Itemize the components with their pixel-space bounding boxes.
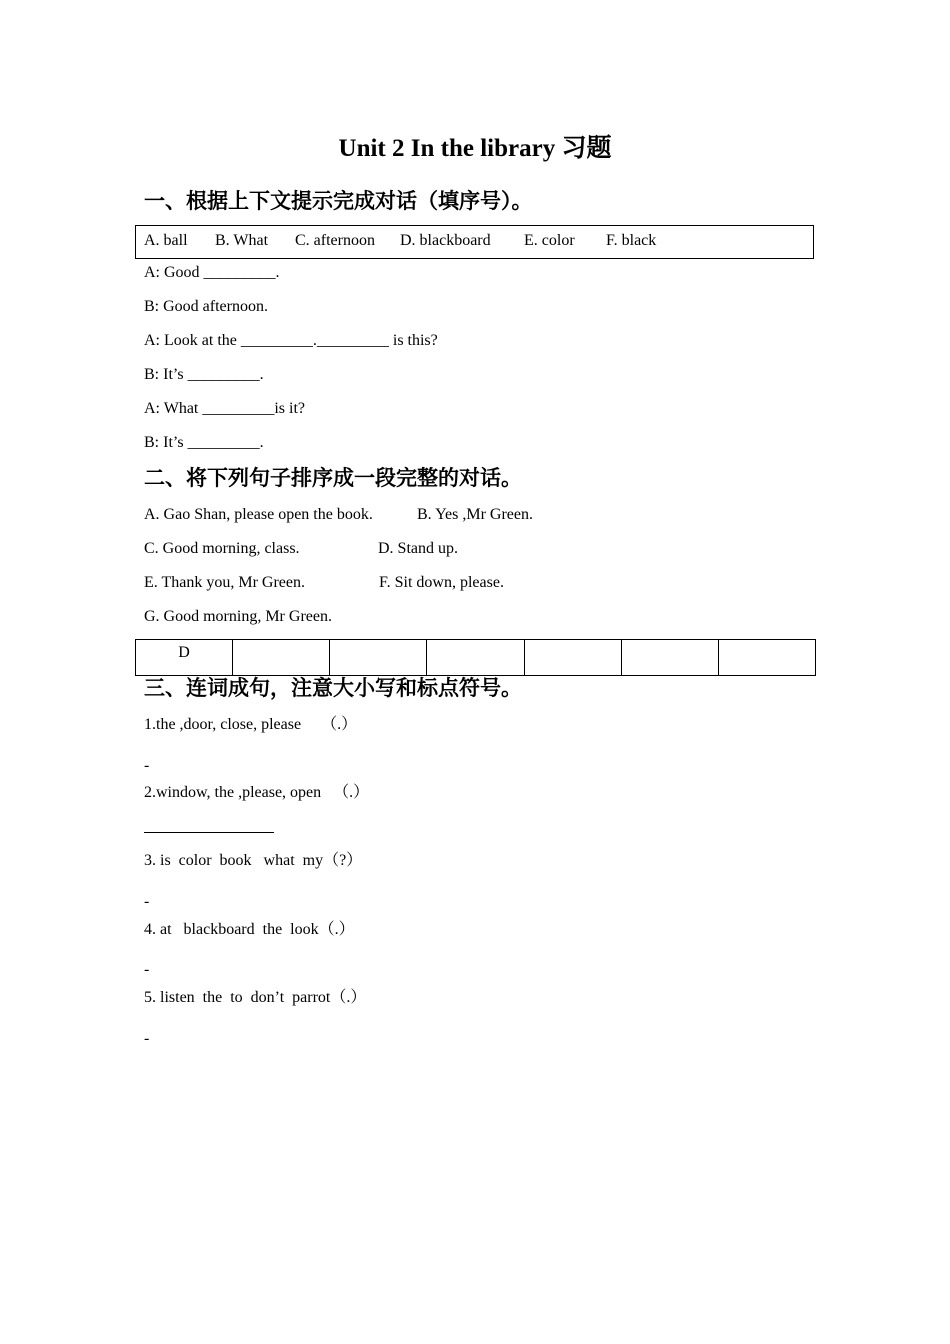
sentence-item: D. Stand up. [378, 540, 458, 557]
sentence-item: A. Gao Shan, please open the book. [144, 506, 373, 523]
order-answer-table [135, 639, 816, 676]
answer-line[interactable] [144, 832, 274, 833]
order-cell[interactable] [524, 640, 621, 676]
order-cell[interactable] [621, 640, 718, 676]
scramble-question: 1.the ,door, close, please （.） [144, 716, 358, 733]
page-title: Unit 2 In the library 习题 [338, 135, 612, 162]
sentence-item: G. Good morning, Mr Green. [144, 608, 332, 625]
section2-heading: 二、将下列句子排序成一段完整的对话。 [144, 466, 522, 490]
dialogue-line: B: Good afternoon. [144, 298, 268, 315]
word-bank-option: B. What [215, 232, 269, 249]
order-cell[interactable] [718, 640, 815, 676]
scramble-question: 2.window, the ,please, open （.） [144, 784, 370, 801]
word-bank-box [135, 225, 814, 259]
dialogue-line: A: What _________is it? [144, 400, 306, 417]
sentence-item: F. Sit down, please. [379, 574, 504, 591]
dialogue-line: A: Good _________. [144, 264, 280, 281]
section1-heading: 一、根据上下文提示完成对话（填序号）。 [144, 189, 533, 213]
dialogue-line: B: It’s _________. [144, 434, 264, 451]
dialogue-line: A: Look at the _________._________ is this? [144, 332, 438, 349]
order-cell[interactable] [233, 640, 330, 676]
answer-mark[interactable]: - [144, 893, 150, 910]
answer-mark[interactable]: - [144, 961, 150, 978]
order-cell[interactable] [330, 640, 427, 676]
sentence-item: E. Thank you, Mr Green. [144, 574, 305, 591]
dialogue-line: B: It’s _________. [144, 366, 264, 383]
word-bank-option: F. black [606, 232, 657, 249]
scramble-question: 3. is color book what my（?） [144, 852, 363, 869]
answer-mark[interactable]: - [144, 1030, 150, 1047]
scramble-question: 4. at blackboard the look（.） [144, 921, 355, 938]
word-bank-option: E. color [524, 232, 575, 249]
word-bank-option: D. blackboard [400, 232, 491, 249]
answer-mark[interactable]: - [144, 757, 150, 774]
word-bank-option: A. ball [144, 232, 188, 249]
sentence-item: B. Yes ,Mr Green. [417, 506, 533, 523]
order-cell[interactable] [427, 640, 524, 676]
section3-heading: 三、连词成句，注意大小写和标点符号。 [144, 676, 522, 700]
sentence-item: C. Good morning, class. [144, 540, 300, 557]
order-cell[interactable]: D [136, 640, 233, 676]
scramble-question: 5. listen the to don’t parrot（.） [144, 989, 367, 1006]
word-bank-option: C. afternoon [295, 232, 375, 249]
